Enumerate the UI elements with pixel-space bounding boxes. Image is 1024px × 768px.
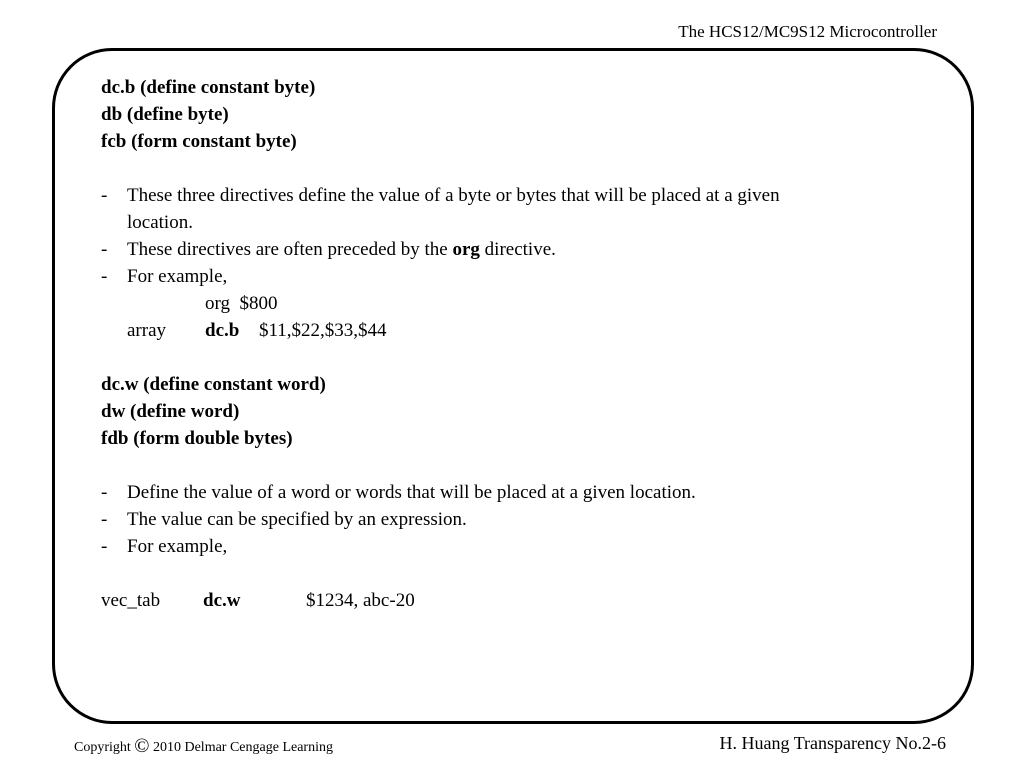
copyright-text: 2010 Delmar Cengage Learning [152, 740, 333, 755]
code-directive: dc.b [205, 320, 240, 341]
bullet-text-part: directive. [479, 239, 556, 260]
bullet-dash: - [101, 482, 108, 503]
heading-dc-w: dc.w (define constant word) [101, 374, 326, 395]
bullet-text: These three directives define the value of a byte or bytes that will be placed at a given [127, 185, 780, 206]
bullet-item [101, 182, 951, 236]
slide-content [101, 74, 951, 614]
copyright-word: Copyright [74, 740, 131, 755]
footer-transparency-number: H. Huang Transparency No.2-6 [719, 733, 946, 753]
bullet-text: For example, [127, 536, 228, 557]
spacer [101, 155, 951, 182]
code-directive: dc.w [203, 590, 241, 611]
bullet-dash: - [101, 509, 108, 530]
heading-fdb: fdb (form double bytes) [101, 428, 293, 449]
bullet-text-part: These directives are often preceded by the [127, 239, 453, 260]
bullet-text [127, 236, 951, 263]
bullet-item [101, 263, 951, 290]
code-org-line: org $800 [205, 293, 278, 314]
code-label: vec_tab [101, 590, 161, 611]
bullet-dash: - [101, 266, 108, 287]
heading-db: db (define byte) [101, 104, 229, 125]
heading-dc-b: dc.b (define constant byte) [101, 77, 316, 98]
bullet-text: Define the value of a word or words that will be placed at a given location. [127, 482, 696, 503]
heading-dw: dw (define word) [101, 401, 240, 422]
spacer [101, 344, 951, 371]
org-keyword: org [452, 239, 480, 260]
code-array-line [101, 317, 951, 344]
bullet-item [101, 236, 951, 263]
bullet-text-continued: location. [127, 212, 193, 233]
bullet-item [101, 479, 951, 506]
footer-copyright [74, 735, 333, 758]
code-operand: $1234, abc-20 [306, 590, 415, 611]
bullet-item [101, 533, 951, 560]
code-label: array [127, 320, 167, 341]
bullet-dash: - [101, 536, 108, 557]
spacer [101, 452, 951, 479]
bullet-dash: - [101, 185, 108, 206]
slide-header-title: The HCS12/MC9S12 Microcontroller [678, 22, 937, 41]
heading-fcb: fcb (form constant byte) [101, 131, 297, 152]
bullet-text: For example, [127, 266, 228, 287]
code-operand: $11,$22,$33,$44 [259, 320, 387, 341]
copyright-symbol: © [134, 735, 150, 757]
bullet-text: The value can be specified by an expression. [127, 509, 467, 530]
code-vec-tab-line [101, 587, 951, 614]
spacer [101, 560, 951, 587]
bullet-item [101, 506, 951, 533]
bullet-dash: - [101, 239, 108, 260]
